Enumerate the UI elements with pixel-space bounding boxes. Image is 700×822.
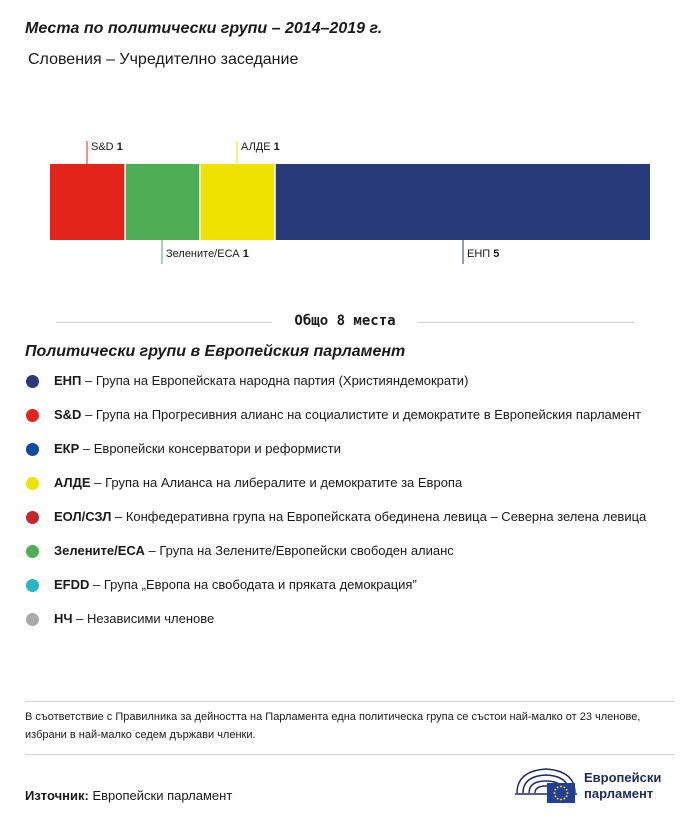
bar-label-value: 1: [116, 141, 123, 153]
bar-label-value: 5: [493, 248, 500, 260]
legend-item: [25, 474, 665, 492]
legend-dash: –: [72, 611, 87, 626]
legend-text: Група „Европа на свободата и пряката демокрация”: [103, 577, 417, 592]
legend-item: [25, 440, 665, 458]
legend-dash: –: [81, 373, 96, 388]
logo-text: [584, 770, 661, 802]
legend-dash: –: [89, 577, 104, 592]
legend-item: [25, 508, 665, 526]
bar-label-алде: [241, 141, 280, 153]
european-parliament-logo: [513, 763, 678, 805]
legend-item: [25, 542, 665, 560]
legend-dash: –: [111, 509, 126, 524]
legend-color-dot: [26, 579, 39, 592]
legend-abbr: ЕОЛ/СЗЛ: [54, 509, 112, 524]
legend-abbr: Зелените/ЕСА: [54, 543, 145, 558]
legend: [25, 372, 665, 628]
legend-text: Независими членове: [87, 611, 215, 626]
chart-subtitle: Словения – Учредително заседание: [28, 51, 299, 68]
legend-color-dot: [26, 613, 39, 626]
legend-dash: –: [90, 475, 106, 490]
bar-label-name: АЛДЕ: [241, 141, 274, 153]
legend-title: Политически групи в Европейския парламент: [25, 343, 406, 360]
bar-segment-зелените-еса: [125, 164, 200, 240]
bar-label-зелените-еса: [166, 248, 249, 260]
bar-label-value: 1: [273, 141, 280, 153]
legend-item: [25, 610, 665, 628]
chart-title: Места по политически групи – 2014–2019 г.: [25, 20, 383, 37]
source-text: Европейски парламент: [92, 788, 233, 803]
total-seats-label: Общо 8 места: [294, 313, 396, 329]
bar-segment-s-d: [50, 164, 125, 240]
legend-dash: –: [144, 543, 160, 558]
legend-abbr: АЛДЕ: [54, 475, 91, 490]
legend-text: Група на Прогресивния алианс на социалистите и демократите в Европейския парламент: [95, 407, 642, 422]
bar-segment-алде: [200, 164, 275, 240]
bar-label-value: 1: [242, 248, 249, 260]
logo-line-2: парламент: [584, 786, 654, 801]
bar-label-s-d: [91, 141, 123, 153]
bar-segment-енп: [275, 164, 650, 240]
legend-text: Група на Алианса на либералите и демократите за Европа: [105, 475, 463, 490]
divider: [25, 754, 675, 755]
legend-dash: –: [79, 441, 94, 456]
logo-line-1: Европейски: [584, 770, 662, 785]
bar-label-name: S&D: [91, 141, 117, 153]
european-parliament-logo-icon: [513, 763, 579, 805]
legend-item: [25, 576, 665, 594]
legend-color-dot: [26, 409, 39, 422]
total-seats: [56, 313, 634, 333]
legend-color-dot: [26, 511, 39, 524]
bar-label-name: Зелените/ЕСА: [166, 248, 243, 260]
divider: [25, 701, 675, 702]
source-label: Източник:: [25, 788, 89, 803]
legend-color-dot: [26, 443, 39, 456]
legend-text: Група на Европейската народна партия (Християндемократи): [95, 373, 469, 388]
legend-text: Група на Зелените/Европейски свободен алианс: [159, 543, 454, 558]
bar-label-name: ЕНП: [467, 248, 494, 260]
legend-color-dot: [26, 375, 39, 388]
legend-item: [25, 372, 665, 390]
legend-abbr: ЕКР: [54, 441, 80, 456]
legend-color-dot: [26, 545, 39, 558]
legend-abbr: ЕНП: [54, 373, 82, 388]
legend-dash: –: [81, 407, 96, 422]
bar-label-енп: [467, 248, 499, 260]
legend-text: Европейски консерватори и реформисти: [93, 441, 341, 456]
legend-abbr: S&D: [54, 407, 82, 422]
legend-abbr: EFDD: [54, 577, 90, 592]
source: [25, 788, 232, 803]
stacked-bar-chart: [0, 130, 700, 280]
footnote: В съответствие с Правилника за дейността на Парламента една политическа група се състои най-малко от 23 членове, избрани в най-малко седем държави членки.: [25, 711, 641, 741]
legend-item: [25, 406, 665, 424]
legend-abbr: НЧ: [54, 611, 73, 626]
legend-color-dot: [26, 477, 39, 490]
legend-text: Конфедеративна група на Европейската обединена левица – Северна зелена левица: [125, 509, 647, 524]
